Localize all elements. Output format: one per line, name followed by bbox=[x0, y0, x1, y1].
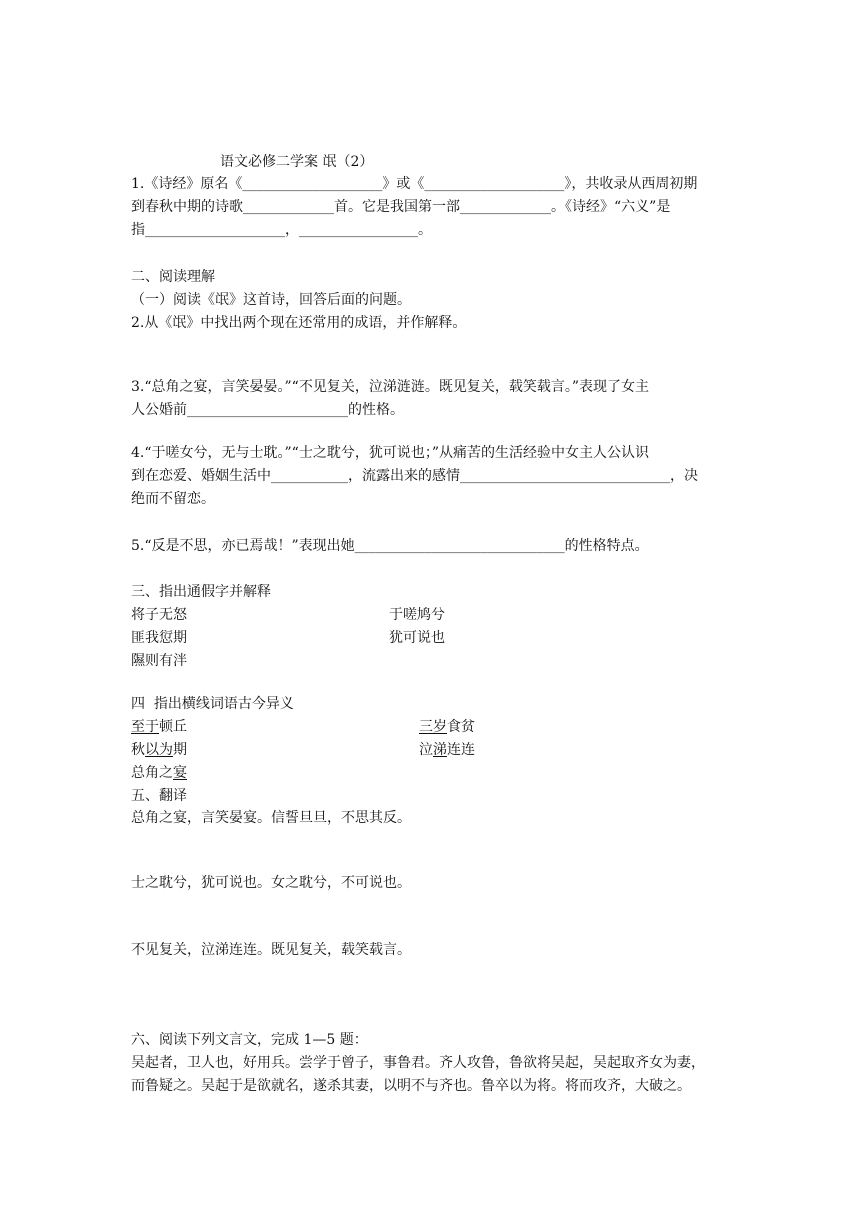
list-item: 匪我愆期 bbox=[131, 630, 187, 646]
q2: 2.从《氓》中找出两个现在还常用的成语，并作解释。 bbox=[131, 315, 467, 331]
section2-heading: 二、阅读理解 bbox=[131, 269, 215, 285]
underlined-word: 三岁 bbox=[419, 719, 447, 735]
q3-line2: 人公婚前_______________________的性格。 bbox=[131, 402, 404, 418]
list-item bbox=[419, 717, 475, 737]
section6-heading: 六、阅读下列文言文，完成 1—5 题： bbox=[131, 1032, 368, 1048]
word-rest: 连连 bbox=[447, 742, 475, 758]
word-rest: 期 bbox=[173, 742, 187, 758]
section3-heading: 三、指出通假字并解释 bbox=[131, 584, 271, 600]
list-item: 隰则有泮 bbox=[131, 653, 187, 669]
word-pre: 总角之 bbox=[131, 765, 173, 781]
underlined-word: 以为 bbox=[145, 742, 173, 758]
list-item bbox=[131, 717, 187, 737]
word-pre: 泣 bbox=[419, 742, 433, 758]
q4-line3: 绝而不留恋。 bbox=[131, 491, 215, 507]
passage-line-2: 而鲁疑之。吴起于是欲就名，遂杀其妻，以明不与齐也。鲁卒以为将。将而攻齐，大破之。 bbox=[131, 1078, 691, 1094]
list-item bbox=[131, 740, 187, 760]
list-item bbox=[131, 763, 187, 783]
list-item bbox=[419, 740, 475, 760]
underlined-word: 至于 bbox=[131, 719, 159, 735]
q5: 5.“反是不思，亦已焉哉！”表现出她______________________________的性格特点。 bbox=[131, 538, 649, 554]
q1-line2: 到春秋中期的诗歌_____________首。它是我国第一部_____________。《诗经》“六义”是 bbox=[131, 199, 671, 215]
q4-line1: 4.“于嗟女兮，无与士耽。”“士之耽兮，犹可说也；”从痛苦的生活经验中女主人公认识 bbox=[131, 445, 649, 461]
list-item: 犹可说也 bbox=[389, 630, 445, 646]
q1-line1: 1.《诗经》原名《____________________》或《____________________》，共收录从西周初期 bbox=[131, 176, 698, 192]
q3-line1: 3.“总角之宴，言笑晏晏。”“不见复关，泣涕涟涟。既见复关，载笑载言。”表现了女主 bbox=[131, 379, 649, 395]
translate-sentence-1: 总角之宴，言笑晏宴。信誓旦旦，不思其反。 bbox=[131, 810, 411, 826]
underlined-word: 涕 bbox=[433, 742, 447, 758]
q1-line3: 指____________________，_________________。 bbox=[131, 222, 432, 238]
q4-line2: 到在恋爱、婚姻生活中___________，流露出来的感情______________________________，决 bbox=[131, 468, 698, 484]
list-item: 将子无怒 bbox=[131, 607, 187, 623]
page-title: 语文必修二学案 氓（2） bbox=[220, 154, 374, 170]
word-rest: 顿丘 bbox=[159, 719, 187, 735]
section4-heading: 四 指出横线词语古今异义 bbox=[131, 696, 294, 712]
passage-line-1: 吴起者，卫人也，好用兵。尝学于曾子，事鲁君。齐人攻鲁，鲁欲将吴起，吴起取齐女为妻， bbox=[131, 1055, 705, 1071]
section5-heading: 五、翻译 bbox=[131, 788, 187, 804]
list-item: 于嗟鸠兮 bbox=[389, 607, 445, 623]
translate-sentence-2: 士之耽兮，犹可说也。女之耽兮，不可说也。 bbox=[131, 875, 411, 891]
underlined-word: 宴 bbox=[173, 765, 187, 781]
section2-sub: （一）阅读《氓》这首诗，回答后面的问题。 bbox=[131, 292, 411, 308]
word-rest: 食贫 bbox=[447, 719, 475, 735]
word-pre: 秋 bbox=[131, 742, 145, 758]
translate-sentence-3: 不见复关，泣涕连连。既见复关，载笑载言。 bbox=[131, 942, 411, 958]
